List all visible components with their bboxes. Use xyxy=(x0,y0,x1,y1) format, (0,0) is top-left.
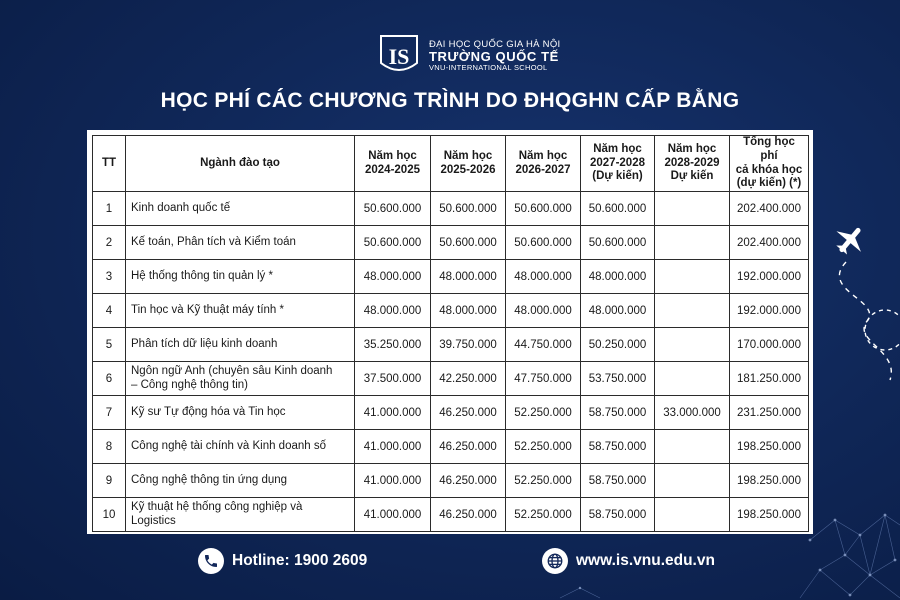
cell-tt: 8 xyxy=(93,430,126,464)
logo-school-name: TRƯỜNG QUỐC TẾ xyxy=(429,48,559,64)
cell-year-2028 xyxy=(655,226,730,260)
header-year-2025: Năm học 2025-2026 xyxy=(431,136,506,192)
table-row xyxy=(93,260,809,294)
cell-tt: 3 xyxy=(93,260,126,294)
cell-year-2027: 58.750.000 xyxy=(581,396,655,430)
cell-year-2027: 50.600.000 xyxy=(581,192,655,226)
phone-icon xyxy=(198,548,224,574)
cell-total: 198.250.000 xyxy=(730,498,809,532)
cell-year-2026: 52.250.000 xyxy=(506,498,581,532)
header-tt: TT xyxy=(93,136,126,192)
header-year-2024: Năm học 2024-2025 xyxy=(355,136,431,192)
logo-mark: IS xyxy=(388,44,410,69)
header-year-2026: Năm học 2026-2027 xyxy=(506,136,581,192)
cell-year-2026: 52.250.000 xyxy=(506,464,581,498)
table-row xyxy=(93,226,809,260)
table-row xyxy=(93,294,809,328)
table-row xyxy=(93,464,809,498)
dashed-circle xyxy=(865,310,900,350)
cell-total: 202.400.000 xyxy=(730,192,809,226)
hotline-contact[interactable] xyxy=(198,548,367,574)
cell-total: 202.400.000 xyxy=(730,226,809,260)
cell-year-2024: 37.500.000 xyxy=(355,362,431,396)
header-total: Tổng học phí cả khóa học (dự kiến) (*) xyxy=(730,136,809,192)
header-year-2028: Năm học 2028-2029 Dự kiến xyxy=(655,136,730,192)
cell-year-2027: 58.750.000 xyxy=(581,498,655,532)
cell-year-2027: 53.750.000 xyxy=(581,362,655,396)
cell-year-2025: 50.600.000 xyxy=(431,226,506,260)
cell-major: Công nghệ tài chính và Kinh doanh số xyxy=(126,430,355,464)
table-row xyxy=(93,396,809,430)
cell-year-2028 xyxy=(655,294,730,328)
cell-year-2025: 46.250.000 xyxy=(431,396,506,430)
cell-total: 198.250.000 xyxy=(730,464,809,498)
cell-year-2026: 50.600.000 xyxy=(506,226,581,260)
cell-year-2024: 35.250.000 xyxy=(355,328,431,362)
cell-total: 198.250.000 xyxy=(730,430,809,464)
cell-total: 192.000.000 xyxy=(730,294,809,328)
cell-year-2027: 58.750.000 xyxy=(581,430,655,464)
page-title: HỌC PHÍ CÁC CHƯƠNG TRÌNH DO ĐHQGHN CẤP BẰNG xyxy=(160,89,740,112)
cell-year-2028 xyxy=(655,498,730,532)
cell-year-2024: 41.000.000 xyxy=(355,498,431,532)
cell-total: 170.000.000 xyxy=(730,328,809,362)
cell-year-2028 xyxy=(655,260,730,294)
cell-year-2028: 33.000.000 xyxy=(655,396,730,430)
logo-university-name: ĐẠI HỌC QUỐC GIA HÀ NỘI xyxy=(429,38,561,50)
cell-tt: 1 xyxy=(93,192,126,226)
header-year-2027: Năm học 2027-2028 (Dự kiến) xyxy=(581,136,655,192)
cell-year-2027: 48.000.000 xyxy=(581,260,655,294)
cell-year-2028 xyxy=(655,430,730,464)
cell-total: 192.000.000 xyxy=(730,260,809,294)
cell-total: 231.250.000 xyxy=(730,396,809,430)
cell-tt: 2 xyxy=(93,226,126,260)
cell-year-2026: 52.250.000 xyxy=(506,396,581,430)
cell-tt: 9 xyxy=(93,464,126,498)
cell-major: Kế toán, Phân tích và Kiểm toán xyxy=(126,226,355,260)
website-link[interactable] xyxy=(542,548,715,574)
cell-major: Tin học và Kỹ thuật máy tính * xyxy=(126,294,355,328)
cell-year-2028 xyxy=(655,328,730,362)
cell-year-2026: 47.750.000 xyxy=(506,362,581,396)
cell-tt: 6 xyxy=(93,362,126,396)
cell-year-2025: 46.250.000 xyxy=(431,498,506,532)
cell-year-2026: 52.250.000 xyxy=(506,430,581,464)
website-text: www.is.vnu.edu.vn xyxy=(576,552,715,569)
cell-year-2028 xyxy=(655,362,730,396)
cell-year-2026: 44.750.000 xyxy=(506,328,581,362)
cell-year-2027: 48.000.000 xyxy=(581,294,655,328)
cell-year-2024: 41.000.000 xyxy=(355,464,431,498)
cell-year-2028 xyxy=(655,192,730,226)
cell-major: Ngôn ngữ Anh (chuyên sâu Kinh doanh – Công nghệ thông tin) xyxy=(126,362,355,396)
globe-icon xyxy=(542,548,568,574)
cell-total: 181.250.000 xyxy=(730,362,809,396)
cell-year-2024: 50.600.000 xyxy=(355,192,431,226)
cell-year-2025: 48.000.000 xyxy=(431,260,506,294)
cell-year-2024: 41.000.000 xyxy=(355,430,431,464)
table-row xyxy=(93,498,809,532)
table-row xyxy=(93,192,809,226)
header-major: Ngành đào tạo xyxy=(126,136,355,192)
cell-year-2027: 58.750.000 xyxy=(581,464,655,498)
cell-year-2027: 50.600.000 xyxy=(581,226,655,260)
table-row xyxy=(93,328,809,362)
tuition-table xyxy=(92,135,809,532)
table-row xyxy=(93,362,809,396)
cell-major: Hệ thống thông tin quản lý * xyxy=(126,260,355,294)
cell-major: Phân tích dữ liệu kinh doanh xyxy=(126,328,355,362)
cell-year-2028 xyxy=(655,464,730,498)
cell-year-2025: 46.250.000 xyxy=(431,464,506,498)
cell-year-2024: 41.000.000 xyxy=(355,396,431,430)
cell-major: Kinh doanh quốc tế xyxy=(126,192,355,226)
cell-year-2026: 48.000.000 xyxy=(506,260,581,294)
cell-year-2025: 50.600.000 xyxy=(431,192,506,226)
cell-year-2025: 48.000.000 xyxy=(431,294,506,328)
cell-major: Kỹ thuật hệ thống công nghiệp và Logistics xyxy=(126,498,355,532)
table-header-row xyxy=(93,136,809,192)
table-row xyxy=(93,430,809,464)
airplane-icon xyxy=(828,218,872,262)
cell-year-2026: 50.600.000 xyxy=(506,192,581,226)
cell-major: Công nghệ thông tin ứng dụng xyxy=(126,464,355,498)
cell-year-2024: 48.000.000 xyxy=(355,260,431,294)
cell-year-2024: 48.000.000 xyxy=(355,294,431,328)
cell-year-2025: 42.250.000 xyxy=(431,362,506,396)
cell-year-2026: 48.000.000 xyxy=(506,294,581,328)
cell-tt: 5 xyxy=(93,328,126,362)
cell-year-2025: 46.250.000 xyxy=(431,430,506,464)
cell-tt: 7 xyxy=(93,396,126,430)
shield-logo-icon xyxy=(377,33,421,79)
school-logo[interactable] xyxy=(377,33,560,79)
cell-tt: 4 xyxy=(93,294,126,328)
cell-year-2025: 39.750.000 xyxy=(431,328,506,362)
cell-tt: 10 xyxy=(93,498,126,532)
cell-year-2024: 50.600.000 xyxy=(355,226,431,260)
logo-school-english: VNU-INTERNATIONAL SCHOOL xyxy=(429,63,548,73)
cell-year-2027: 50.250.000 xyxy=(581,328,655,362)
tuition-table-card xyxy=(87,130,813,534)
flight-path-dashed xyxy=(839,262,891,380)
hotline-text: Hotline: 1900 2609 xyxy=(232,552,368,569)
cell-major: Kỹ sư Tự động hóa và Tin học xyxy=(126,396,355,430)
